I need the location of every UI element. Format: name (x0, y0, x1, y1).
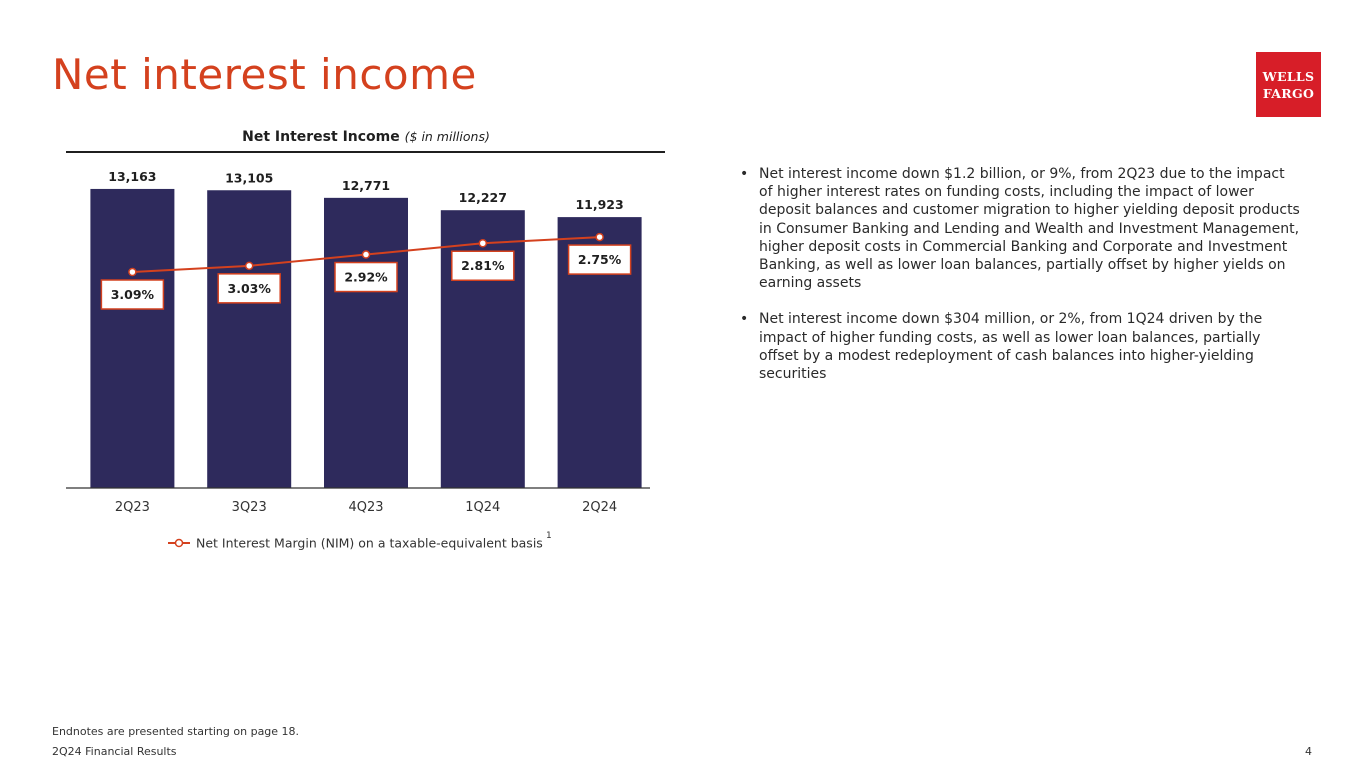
commentary-bullet-2: • Net interest income down $304 million, or 2%, from 1Q24 driven by the impact of higher funding costs, as well as lower loan balances, partially offset by a modest redeployment of cash balances into higher-yielding securities (740, 310, 1300, 383)
logo-line-2: FARGO (1262, 85, 1315, 101)
legend-marker-icon (176, 540, 183, 547)
chart-title-main: Net Interest Income (242, 129, 400, 145)
commentary-bullet-1: • Net interest income down $1.2 billion, or 9%, from 2Q23 due to the impact of higher interest rates on funding costs, including the impact of lower deposit balances and customer migration to higher yielding deposit products in Consumer Banking and Lending and Wealth and Investment Management, higher deposit costs in Commercial Banking and Corporate and Investment Banking, as well as lower loan balances, partially offset by higher yields on earning assets (740, 165, 1300, 292)
commentary-list (740, 165, 1300, 401)
nim-value-label: 2.75% (577, 252, 622, 268)
endnotes-note: Endnotes are presented starting on page 18. (52, 725, 300, 738)
nim-value-label: 2.92% (344, 269, 388, 285)
x-axis-tick-label: 3Q23 (231, 500, 267, 515)
x-axis-tick-label: 2Q24 (582, 500, 618, 515)
legend-footnote-marker: 1 (546, 531, 552, 541)
nim-value-label: 3.09% (110, 287, 155, 302)
bar-2q23 (90, 189, 174, 488)
nim-point-4q23 (363, 251, 370, 258)
bar-value-label: 12,227 (458, 190, 507, 206)
footer-report-name: 2Q24 Financial Results (52, 745, 177, 758)
chart-title-unit: ($ in millions) (404, 129, 490, 144)
x-axis-tick-label: 4Q23 (348, 500, 384, 515)
bar-4q23 (324, 198, 408, 488)
bar-value-label: 11,923 (575, 197, 624, 213)
nim-value-label: 3.03% (227, 280, 271, 296)
nim-point-1q24 (479, 240, 486, 247)
page-number: 4 (1305, 745, 1312, 758)
nim-point-2q23 (129, 269, 136, 276)
legend-label: Net Interest Margin (NIM) on a taxable-equivalent basis (196, 535, 543, 551)
nim-point-2q24 (596, 234, 603, 241)
x-axis-tick-label: 2Q23 (114, 500, 150, 515)
page-title: Net interest income (52, 50, 477, 99)
bar-value-label: 13,105 (225, 170, 274, 186)
nim-value-label: 2.81% (461, 258, 505, 274)
bar-value-label: 12,771 (341, 177, 391, 193)
x-axis-tick-label: 1Q24 (465, 500, 501, 515)
bar-3q23 (207, 190, 291, 488)
logo-line-1: WELLS (1262, 68, 1315, 84)
bar-value-label: 13,163 (108, 168, 157, 184)
nim-point-3q23 (246, 262, 253, 269)
